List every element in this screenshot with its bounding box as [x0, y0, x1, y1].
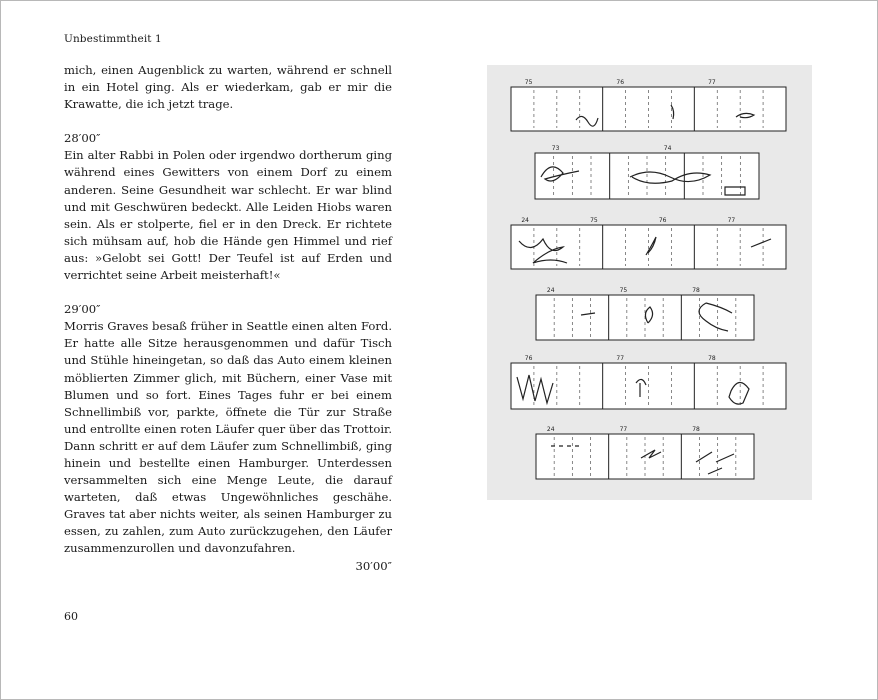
graves-story: Morris Graves besaß früher in Seattle einen alten Ford. Er hatte alle Sitze herausgenommen und dafür Tisch und Stühle hineingetan, so daß das Auto einem kleinen möblierten Zimmer glich, mit Büchern, einer Vase mit Blumen und so fort. Eines Tages fuhr er bei einem Schnellimbiß vor, parkte, öffnete die Tür zur Straße und entrollte einen roten Läufer quer über das Trottoir. Dann schritt er auf dem Läufer zum Schnellimbiß, ging hinein und bestellte einen Hamburger. Unterdessen versammelten sich eine Menge Leute, die darauf warteten, daß etwas Ungewöhnliches geschähe. Graves tat aber nichts weiter, als seinen Hamburger zu essen, zu zahlen, zum Auto zurückzugehen, den Läufer zusammenzurollen und davonzufahren. [64, 319, 393, 556]
measure-mark: 78 [692, 287, 700, 294]
intro-paragraph: mich, einen Augenblick zu warten, während er schnell in ein Hotel ging. Als er wiederkam, gab er mir die Krawatte, die ich jetzt trage. [64, 63, 392, 112]
timestamp-28: 28′00″ [64, 131, 101, 146]
score-figure [487, 65, 812, 500]
measure-mark: 24 [546, 287, 555, 294]
measure-mark: 76 [616, 79, 625, 86]
measure-mark: 24 [546, 426, 555, 433]
page-number: 60 [64, 610, 78, 623]
graphic-score [487, 65, 812, 500]
measure-mark: 77 [708, 79, 716, 86]
text-column [64, 62, 392, 575]
running-head: Unbestimmtheit 1 [64, 33, 162, 45]
measure-mark: 77 [619, 426, 628, 433]
measure-mark: 75 [590, 217, 598, 224]
measure-mark: 78 [692, 426, 700, 433]
measure-mark: 76 [524, 355, 533, 362]
timestamp-29: 29′00″ [64, 302, 101, 317]
measure-mark: 77 [727, 217, 736, 224]
timestamp-30: 30′00″ [355, 558, 392, 573]
measure-mark: 78 [708, 355, 716, 362]
measure-mark: 24 [521, 217, 529, 224]
rabbi-story: Ein alter Rabbi in Polen oder irgendwo dortherum ging während eines Gewitters von einem Dorf zu einem anderen. Seine Gesundheit war schlecht. Er war blind und mit Geschwüren bedeckt. Alle Leiden Hiobs waren sein. Als er stolperte, fiel er in den Dreck. Er richtete sich mühsam auf, hob die Hände gen Himmel und rief aus: »Gelobt sei Gott! Der Teufel ist auf Erden und verrichtet seine Arbeit meisterhaft!« [64, 148, 392, 283]
measure-mark: 74 [663, 145, 672, 152]
measure-mark: 76 [658, 217, 667, 224]
measure-mark: 77 [616, 355, 625, 362]
measure-mark: 73 [551, 145, 560, 152]
measure-mark: 75 [619, 287, 628, 294]
measure-mark: 75 [524, 79, 533, 86]
